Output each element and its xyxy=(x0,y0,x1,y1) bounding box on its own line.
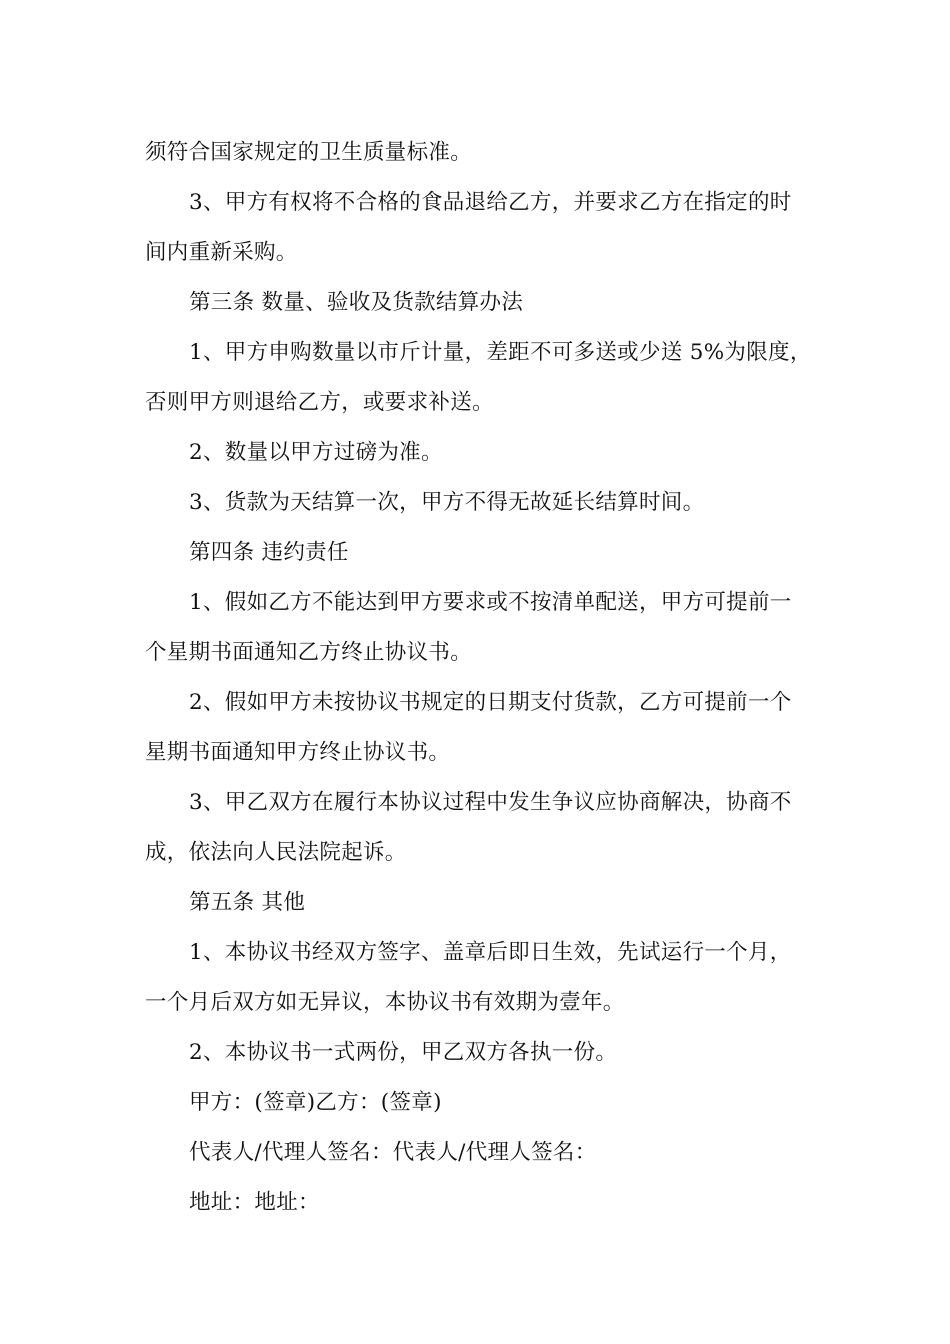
address-line: 地址：地址： xyxy=(189,1190,320,1215)
text-line: 个星期书面通知乙方终止协议书。 xyxy=(145,640,473,665)
document-body xyxy=(145,128,815,1228)
text-line: 1、甲方申购数量以市斤计量，差距不可多送或少送 5%为限度， xyxy=(189,340,812,365)
text-line: 3、甲方有权将不合格的食品退给乙方，并要求乙方在指定的时 xyxy=(189,190,792,215)
section-heading: 第四条 违约责任 xyxy=(189,540,349,565)
section-heading: 第三条 数量、验收及货款结算办法 xyxy=(189,290,524,315)
text-line: 星期书面通知甲方终止协议书。 xyxy=(145,740,451,765)
section-heading: 第五条 其他 xyxy=(189,890,306,915)
text-line: 须符合国家规定的卫生质量标准。 xyxy=(145,140,473,165)
text-line: 2、数量以甲方过磅为准。 xyxy=(189,440,443,465)
text-line: 3、甲乙双方在履行本协议过程中发生争议应协商解决，协商不 xyxy=(189,790,792,815)
text-line: 1、假如乙方不能达到甲方要求或不按清单配送，甲方可提前一 xyxy=(189,590,792,615)
text-line: 1、本协议书经双方签字、盖章后即日生效，先试运行一个月， xyxy=(189,940,792,965)
text-line: 成，依法向人民法院起诉。 xyxy=(145,840,407,865)
signature-line: 代表人/代理人签名：代表人/代理人签名： xyxy=(189,1140,597,1165)
signature-line: 甲方：(签章)乙方：(签章) xyxy=(189,1090,442,1115)
text-line: 3、货款为天结算一次，甲方不得无故延长结算时间。 xyxy=(189,490,705,515)
text-line: 2、假如甲方未按协议书规定的日期支付货款，乙方可提前一个 xyxy=(189,690,792,715)
text-line: 间内重新采购。 xyxy=(145,240,298,265)
text-line: 2、本协议书一式两份，甲乙双方各执一份。 xyxy=(189,1040,618,1065)
text-line: 否则甲方则退给乙方，或要求补送。 xyxy=(145,390,494,415)
text-line: 一个月后双方如无异议，本协议书有效期为壹年。 xyxy=(145,990,625,1015)
